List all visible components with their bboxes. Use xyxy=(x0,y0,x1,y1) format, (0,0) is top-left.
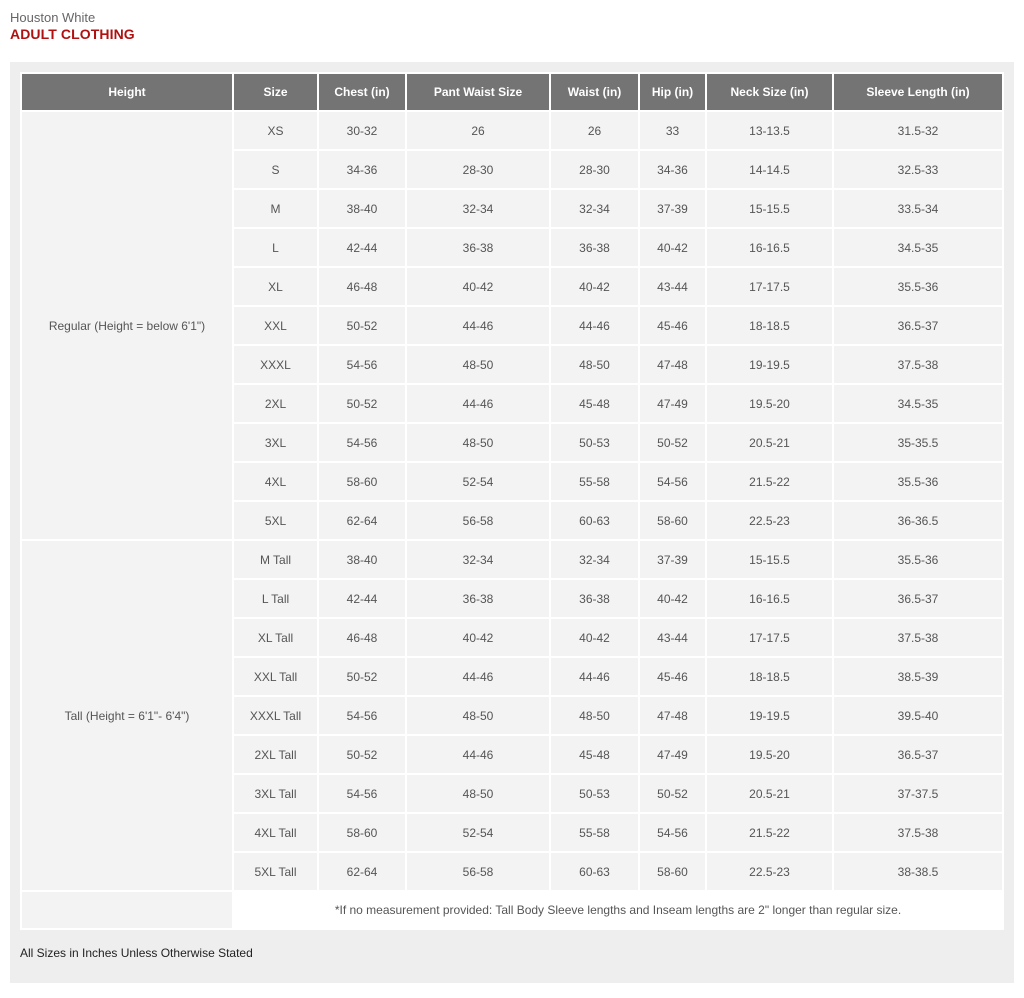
measurement-cell: 22.5-23 xyxy=(707,502,834,541)
measurement-cell: 37-37.5 xyxy=(834,775,1004,814)
measurement-cell: 43-44 xyxy=(640,619,707,658)
measurement-cell: 46-48 xyxy=(319,619,407,658)
measurement-cell: 48-50 xyxy=(407,775,551,814)
measurement-cell: 20.5-21 xyxy=(707,775,834,814)
measurement-cell: 26 xyxy=(551,112,640,151)
measurement-cell: 39.5-40 xyxy=(834,697,1004,736)
measurement-cell: 37.5-38 xyxy=(834,619,1004,658)
measurement-cell: 55-58 xyxy=(551,814,640,853)
measurement-cell: 40-42 xyxy=(407,268,551,307)
measurement-cell: 48-50 xyxy=(407,697,551,736)
measurement-cell: 47-48 xyxy=(640,697,707,736)
measurement-cell: 18-18.5 xyxy=(707,658,834,697)
height-group-tall: Tall (Height = 6'1"- 6'4") xyxy=(20,541,234,892)
measurement-cell: 46-48 xyxy=(319,268,407,307)
measurement-cell: 48-50 xyxy=(407,346,551,385)
measurement-cell: 58-60 xyxy=(319,814,407,853)
measurement-cell: 33.5-34 xyxy=(834,190,1004,229)
measurement-cell: 54-56 xyxy=(319,424,407,463)
measurement-cell: 52-54 xyxy=(407,814,551,853)
measurement-cell: 14-14.5 xyxy=(707,151,834,190)
measurement-cell: 50-52 xyxy=(640,775,707,814)
measurement-cell: 50-52 xyxy=(319,736,407,775)
measurement-cell: 54-56 xyxy=(640,463,707,502)
measurement-cell: 48-50 xyxy=(407,424,551,463)
measurement-cell: 28-30 xyxy=(551,151,640,190)
measurement-cell: 35-35.5 xyxy=(834,424,1004,463)
measurement-cell: 30-32 xyxy=(319,112,407,151)
measurement-cell: 43-44 xyxy=(640,268,707,307)
measurement-cell: 36.5-37 xyxy=(834,736,1004,775)
measurement-cell: 50-52 xyxy=(319,307,407,346)
size-cell: 3XL xyxy=(234,424,319,463)
note-spacer xyxy=(20,892,234,930)
column-header-neck: Neck Size (in) xyxy=(707,72,834,112)
measurement-cell: 20.5-21 xyxy=(707,424,834,463)
measurement-cell: 44-46 xyxy=(407,658,551,697)
measurement-cell: 36-38 xyxy=(407,580,551,619)
measurement-cell: 37.5-38 xyxy=(834,346,1004,385)
measurement-cell: 45-48 xyxy=(551,385,640,424)
size-cell: M xyxy=(234,190,319,229)
measurement-cell: 48-50 xyxy=(551,346,640,385)
sleeve-length-note: *If no measurement provided: Tall Body Sleeve lengths and Inseam lengths are 2" longer than regular size. xyxy=(234,892,1004,930)
column-header-hip: Hip (in) xyxy=(640,72,707,112)
column-header-pant-waist: Pant Waist Size xyxy=(407,72,551,112)
size-chart-table xyxy=(20,72,1004,930)
measurement-cell: 37.5-38 xyxy=(834,814,1004,853)
measurement-cell: 36.5-37 xyxy=(834,580,1004,619)
table-row xyxy=(20,112,1004,151)
measurement-cell: 56-58 xyxy=(407,853,551,892)
measurement-cell: 36-36.5 xyxy=(834,502,1004,541)
column-header-height: Height xyxy=(20,72,234,112)
measurement-cell: 15-15.5 xyxy=(707,190,834,229)
measurement-cell: 40-42 xyxy=(551,268,640,307)
measurement-cell: 50-53 xyxy=(551,424,640,463)
measurement-cell: 40-42 xyxy=(640,580,707,619)
measurement-cell: 55-58 xyxy=(551,463,640,502)
measurement-cell: 19-19.5 xyxy=(707,346,834,385)
measurement-cell: 44-46 xyxy=(407,385,551,424)
measurement-cell: 56-58 xyxy=(407,502,551,541)
measurement-cell: 50-52 xyxy=(319,658,407,697)
measurement-cell: 47-49 xyxy=(640,385,707,424)
measurement-cell: 38-38.5 xyxy=(834,853,1004,892)
column-header-size: Size xyxy=(234,72,319,112)
measurement-cell: 47-48 xyxy=(640,346,707,385)
measurement-cell: 36-38 xyxy=(551,229,640,268)
measurement-cell: 17-17.5 xyxy=(707,619,834,658)
size-cell: 5XL xyxy=(234,502,319,541)
size-cell: XXXL xyxy=(234,346,319,385)
measurement-cell: 60-63 xyxy=(551,502,640,541)
note-row xyxy=(20,892,1004,930)
measurement-cell: 48-50 xyxy=(551,697,640,736)
measurement-cell: 28-30 xyxy=(407,151,551,190)
size-cell: 4XL Tall xyxy=(234,814,319,853)
size-cell: XXXL Tall xyxy=(234,697,319,736)
measurement-cell: 16-16.5 xyxy=(707,580,834,619)
footer-note: All Sizes in Inches Unless Otherwise Stated xyxy=(20,946,253,960)
measurement-cell: 58-60 xyxy=(640,853,707,892)
size-chart-body xyxy=(20,112,1004,930)
measurement-cell: 26 xyxy=(407,112,551,151)
size-chart-panel xyxy=(10,62,1014,983)
measurement-cell: 45-46 xyxy=(640,658,707,697)
measurement-cell: 21.5-22 xyxy=(707,814,834,853)
measurement-cell: 62-64 xyxy=(319,853,407,892)
measurement-cell: 36.5-37 xyxy=(834,307,1004,346)
section-title: ADULT CLOTHING xyxy=(10,26,135,42)
measurement-cell: 32-34 xyxy=(407,541,551,580)
measurement-cell: 50-52 xyxy=(640,424,707,463)
size-cell: 2XL xyxy=(234,385,319,424)
size-cell: XL xyxy=(234,268,319,307)
measurement-cell: 38-40 xyxy=(319,190,407,229)
measurement-cell: 45-48 xyxy=(551,736,640,775)
measurement-cell: 19.5-20 xyxy=(707,385,834,424)
measurement-cell: 13-13.5 xyxy=(707,112,834,151)
measurement-cell: 38-40 xyxy=(319,541,407,580)
size-cell: L Tall xyxy=(234,580,319,619)
measurement-cell: 32-34 xyxy=(551,190,640,229)
measurement-cell: 16-16.5 xyxy=(707,229,834,268)
measurement-cell: 47-49 xyxy=(640,736,707,775)
measurement-cell: 54-56 xyxy=(319,775,407,814)
size-cell: 2XL Tall xyxy=(234,736,319,775)
brand-name: Houston White xyxy=(10,10,96,25)
size-cell: S xyxy=(234,151,319,190)
measurement-cell: 31.5-32 xyxy=(834,112,1004,151)
measurement-cell: 40-42 xyxy=(407,619,551,658)
measurement-cell: 52-54 xyxy=(407,463,551,502)
measurement-cell: 18-18.5 xyxy=(707,307,834,346)
measurement-cell: 34-36 xyxy=(640,151,707,190)
measurement-cell: 62-64 xyxy=(319,502,407,541)
measurement-cell: 32.5-33 xyxy=(834,151,1004,190)
measurement-cell: 35.5-36 xyxy=(834,463,1004,502)
measurement-cell: 22.5-23 xyxy=(707,853,834,892)
measurement-cell: 58-60 xyxy=(319,463,407,502)
measurement-cell: 44-46 xyxy=(407,307,551,346)
measurement-cell: 40-42 xyxy=(640,229,707,268)
measurement-cell: 44-46 xyxy=(551,658,640,697)
measurement-cell: 21.5-22 xyxy=(707,463,834,502)
measurement-cell: 19.5-20 xyxy=(707,736,834,775)
measurement-cell: 15-15.5 xyxy=(707,541,834,580)
measurement-cell: 33 xyxy=(640,112,707,151)
measurement-cell: 58-60 xyxy=(640,502,707,541)
size-cell: L xyxy=(234,229,319,268)
height-group-regular: Regular (Height = below 6'1") xyxy=(20,112,234,541)
size-cell: XXL xyxy=(234,307,319,346)
size-cell: XS xyxy=(234,112,319,151)
measurement-cell: 54-56 xyxy=(640,814,707,853)
measurement-cell: 40-42 xyxy=(551,619,640,658)
size-cell: 5XL Tall xyxy=(234,853,319,892)
measurement-cell: 54-56 xyxy=(319,697,407,736)
measurement-cell: 42-44 xyxy=(319,580,407,619)
size-cell: XL Tall xyxy=(234,619,319,658)
measurement-cell: 19-19.5 xyxy=(707,697,834,736)
column-header-sleeve: Sleeve Length (in) xyxy=(834,72,1004,112)
measurement-cell: 54-56 xyxy=(319,346,407,385)
column-header-chest: Chest (in) xyxy=(319,72,407,112)
table-row xyxy=(20,541,1004,580)
measurement-cell: 34.5-35 xyxy=(834,385,1004,424)
measurement-cell: 34-36 xyxy=(319,151,407,190)
measurement-cell: 32-34 xyxy=(551,541,640,580)
header-row xyxy=(20,72,1004,112)
measurement-cell: 37-39 xyxy=(640,190,707,229)
measurement-cell: 50-52 xyxy=(319,385,407,424)
size-cell: XXL Tall xyxy=(234,658,319,697)
measurement-cell: 36-38 xyxy=(407,229,551,268)
measurement-cell: 42-44 xyxy=(319,229,407,268)
measurement-cell: 34.5-35 xyxy=(834,229,1004,268)
measurement-cell: 36-38 xyxy=(551,580,640,619)
measurement-cell: 60-63 xyxy=(551,853,640,892)
column-header-waist: Waist (in) xyxy=(551,72,640,112)
measurement-cell: 44-46 xyxy=(551,307,640,346)
measurement-cell: 44-46 xyxy=(407,736,551,775)
measurement-cell: 37-39 xyxy=(640,541,707,580)
measurement-cell: 38.5-39 xyxy=(834,658,1004,697)
measurement-cell: 32-34 xyxy=(407,190,551,229)
measurement-cell: 45-46 xyxy=(640,307,707,346)
size-cell: 3XL Tall xyxy=(234,775,319,814)
size-cell: M Tall xyxy=(234,541,319,580)
measurement-cell: 17-17.5 xyxy=(707,268,834,307)
measurement-cell: 35.5-36 xyxy=(834,268,1004,307)
measurement-cell: 50-53 xyxy=(551,775,640,814)
measurement-cell: 35.5-36 xyxy=(834,541,1004,580)
size-cell: 4XL xyxy=(234,463,319,502)
